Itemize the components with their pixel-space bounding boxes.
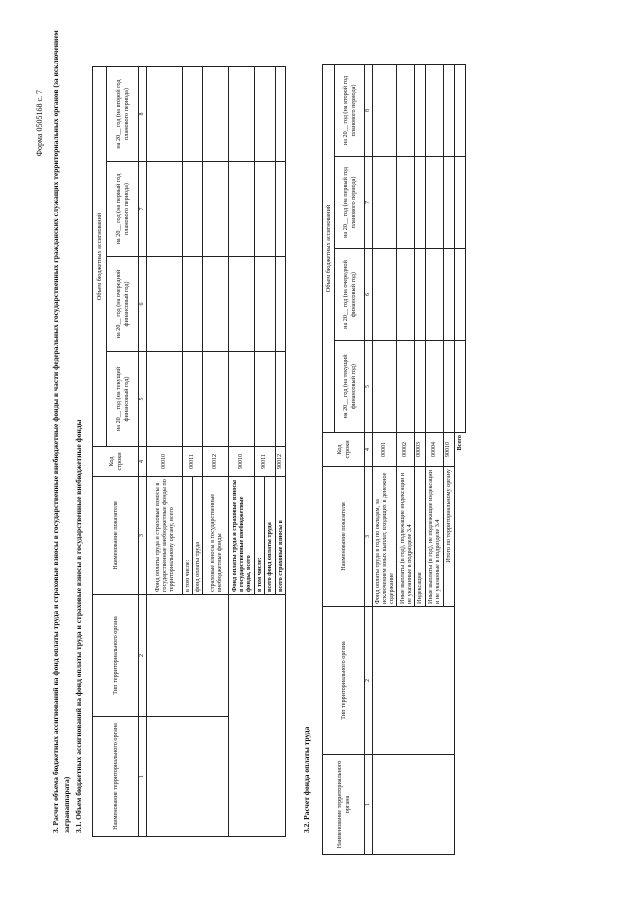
value-cell[interactable] xyxy=(425,65,443,157)
value-cell[interactable] xyxy=(443,341,454,433)
value-cell[interactable] xyxy=(147,67,183,162)
colnum: 4 xyxy=(365,433,373,467)
value-cell[interactable] xyxy=(229,257,255,352)
table-3-1 xyxy=(92,66,286,837)
value-cell[interactable] xyxy=(415,341,425,433)
value-cell[interactable] xyxy=(255,67,275,162)
value-cell[interactable] xyxy=(443,157,454,249)
row-label: в том числе: xyxy=(183,477,193,595)
header-year-second: на 20__ год (на второй год планового периода) xyxy=(107,67,139,162)
colnum: 5 xyxy=(139,352,147,447)
colnum: 6 xyxy=(139,257,147,352)
value-cell[interactable] xyxy=(183,67,203,162)
value-cell[interactable] xyxy=(373,341,397,433)
colnum: 8 xyxy=(365,65,373,157)
header-indicator: Наименование показателя xyxy=(323,467,365,607)
header-year-second: на 20__ год (на второй год планового периода) xyxy=(335,65,365,157)
colnum: 1 xyxy=(365,755,373,855)
colnum: 5 xyxy=(365,341,373,433)
header-year-current: на 20__ год (на текущий финансовый год) xyxy=(107,352,139,447)
header-name-to: Наименование территориального органа xyxy=(323,755,365,855)
section-3-heading-line2: загранаппарата) xyxy=(62,776,71,833)
header-year-next: на 20__ год (на очередной финансовый год) xyxy=(107,257,139,352)
row-label: фонд оплаты труда xyxy=(193,477,203,595)
value-cell[interactable] xyxy=(183,257,203,352)
value-cell[interactable] xyxy=(229,162,255,257)
colnum: 3 xyxy=(365,467,373,607)
value-cell[interactable] xyxy=(373,249,397,341)
value-cell[interactable] xyxy=(183,352,203,447)
row-label: Иные выплаты (в год), подлежащие индексации и не указанные в подразделе 3.4 xyxy=(397,467,415,607)
value-cell[interactable] xyxy=(229,67,255,162)
row-label: Иные выплаты (в год), не подлежащие индексации и не указанные в подразделе 3.4 xyxy=(425,467,443,607)
colnum: 7 xyxy=(139,162,147,257)
value-cell[interactable] xyxy=(425,341,443,433)
row-label: всего страховые взносы в xyxy=(275,477,285,595)
header-year-current: на 20__ год (на текущий финансовый год) xyxy=(335,341,365,433)
row-code: 00001 xyxy=(373,433,397,467)
value-cell[interactable] xyxy=(203,352,229,447)
total-cell[interactable] xyxy=(454,249,465,341)
row-code: 90010 xyxy=(229,447,255,477)
header-indicator: Наименование показателя xyxy=(93,477,139,595)
colnum: 4 xyxy=(139,447,147,477)
row-code: 90011 xyxy=(255,447,275,477)
type-cell[interactable] xyxy=(147,595,229,717)
header-year-next: на 20__ год (на очередной финансовый год) xyxy=(335,249,365,341)
type-cell[interactable] xyxy=(373,607,455,755)
value-cell[interactable] xyxy=(373,65,397,157)
header-year-first: на 20__ год (на первый год планового периода) xyxy=(335,157,365,249)
value-cell[interactable] xyxy=(255,352,275,447)
value-cell[interactable] xyxy=(275,257,285,352)
total-cell[interactable] xyxy=(454,157,465,249)
row-code: 00012 xyxy=(203,447,229,477)
row-code: 00011 xyxy=(183,447,203,477)
row-code: 00002 xyxy=(397,433,415,467)
header-code: Код строки xyxy=(93,447,139,477)
row-label: Итого по территориальному органу xyxy=(443,467,454,607)
value-cell[interactable] xyxy=(443,249,454,341)
row-code: 90012 xyxy=(275,447,285,477)
value-cell[interactable] xyxy=(275,67,285,162)
value-cell[interactable] xyxy=(255,162,275,257)
colnum: 3 xyxy=(139,477,147,595)
header-name-to: Наименование территориального органа xyxy=(93,717,139,837)
row-label: страховые взносы в государственные внебюджетные фонды xyxy=(203,477,229,595)
section-3-heading-line1: 3. Расчет объема бюджетных ассигнований на фонд оплаты труда и страховые взносы в государственные внебюджетные фонды в части федеральных государственных гражданских служащих территориальных органов (за исключением xyxy=(51,30,60,833)
colnum: 6 xyxy=(365,249,373,341)
row-label: Индексация xyxy=(415,467,425,607)
value-cell[interactable] xyxy=(275,162,285,257)
section-3-2-heading: 3.2. Расчет фонда оплаты труда xyxy=(302,726,311,833)
row-code: 00003 xyxy=(415,433,425,467)
header-type-to: Тип территориального органа xyxy=(93,595,139,717)
row-label: Фонд оплаты труда и страховые взносы в государственные внебюджетные фонды по территориальному органу, всего xyxy=(147,477,183,595)
header-budget-group: Объем бюджетных ассигнований xyxy=(93,67,107,447)
colnum: 1 xyxy=(139,717,147,837)
value-cell[interactable] xyxy=(415,65,425,157)
row-code: 00010 xyxy=(147,447,183,477)
value-cell[interactable] xyxy=(203,162,229,257)
section-3-1-heading: 3.1. Объем бюджетных ассигнований на фонд оплаты труда и страховые взносы в государственные внебюджетные фонды xyxy=(74,419,83,833)
value-cell[interactable] xyxy=(373,157,397,249)
value-cell[interactable] xyxy=(415,157,425,249)
header-year-first: на 20__ год (на первый год планового периода) xyxy=(107,162,139,257)
value-cell[interactable] xyxy=(203,67,229,162)
row-code: 00004 xyxy=(425,433,443,467)
table-3-2 xyxy=(322,64,466,855)
value-cell[interactable] xyxy=(229,352,255,447)
value-cell[interactable] xyxy=(415,249,425,341)
value-cell[interactable] xyxy=(425,157,443,249)
row-label: Фонд оплаты труда и страховые взносы в государственные внебюджетные фонды, всего xyxy=(229,477,255,595)
row-code: 90010 xyxy=(443,433,454,467)
value-cell[interactable] xyxy=(397,157,415,249)
total-cell[interactable] xyxy=(454,341,465,433)
row-label: всего фонд оплаты труда xyxy=(265,477,275,595)
value-cell[interactable] xyxy=(147,257,183,352)
name-cell[interactable] xyxy=(373,755,455,855)
colnum: 7 xyxy=(365,157,373,249)
total-cell[interactable] xyxy=(454,65,465,157)
colnum: 2 xyxy=(139,595,147,717)
value-cell[interactable] xyxy=(397,341,415,433)
value-cell[interactable] xyxy=(147,162,183,257)
row-label: в том числе: xyxy=(255,477,265,595)
value-cell[interactable] xyxy=(443,65,454,157)
form-code: Форма 0505168 с. 7 xyxy=(35,90,44,157)
row-label: Фонд оплаты труда в год по окладам, за исключением иных выплат, входящих в денежное содержание xyxy=(373,467,397,607)
value-cell[interactable] xyxy=(397,249,415,341)
header-code: Код строки xyxy=(323,433,365,467)
value-cell[interactable] xyxy=(203,257,229,352)
total-label: Всего xyxy=(454,433,465,855)
colnum: 2 xyxy=(365,607,373,755)
value-cell[interactable] xyxy=(255,257,275,352)
value-cell[interactable] xyxy=(397,65,415,157)
value-cell[interactable] xyxy=(275,352,285,447)
header-type-to: Тип территориального органа xyxy=(323,607,365,755)
empty-merged-cell xyxy=(229,595,285,837)
header-budget-group: Объем бюджетных ассигнований xyxy=(323,65,335,433)
value-cell[interactable] xyxy=(183,162,203,257)
colnum: 8 xyxy=(139,67,147,162)
name-cell[interactable] xyxy=(147,717,229,837)
value-cell[interactable] xyxy=(147,352,183,447)
value-cell[interactable] xyxy=(425,249,443,341)
